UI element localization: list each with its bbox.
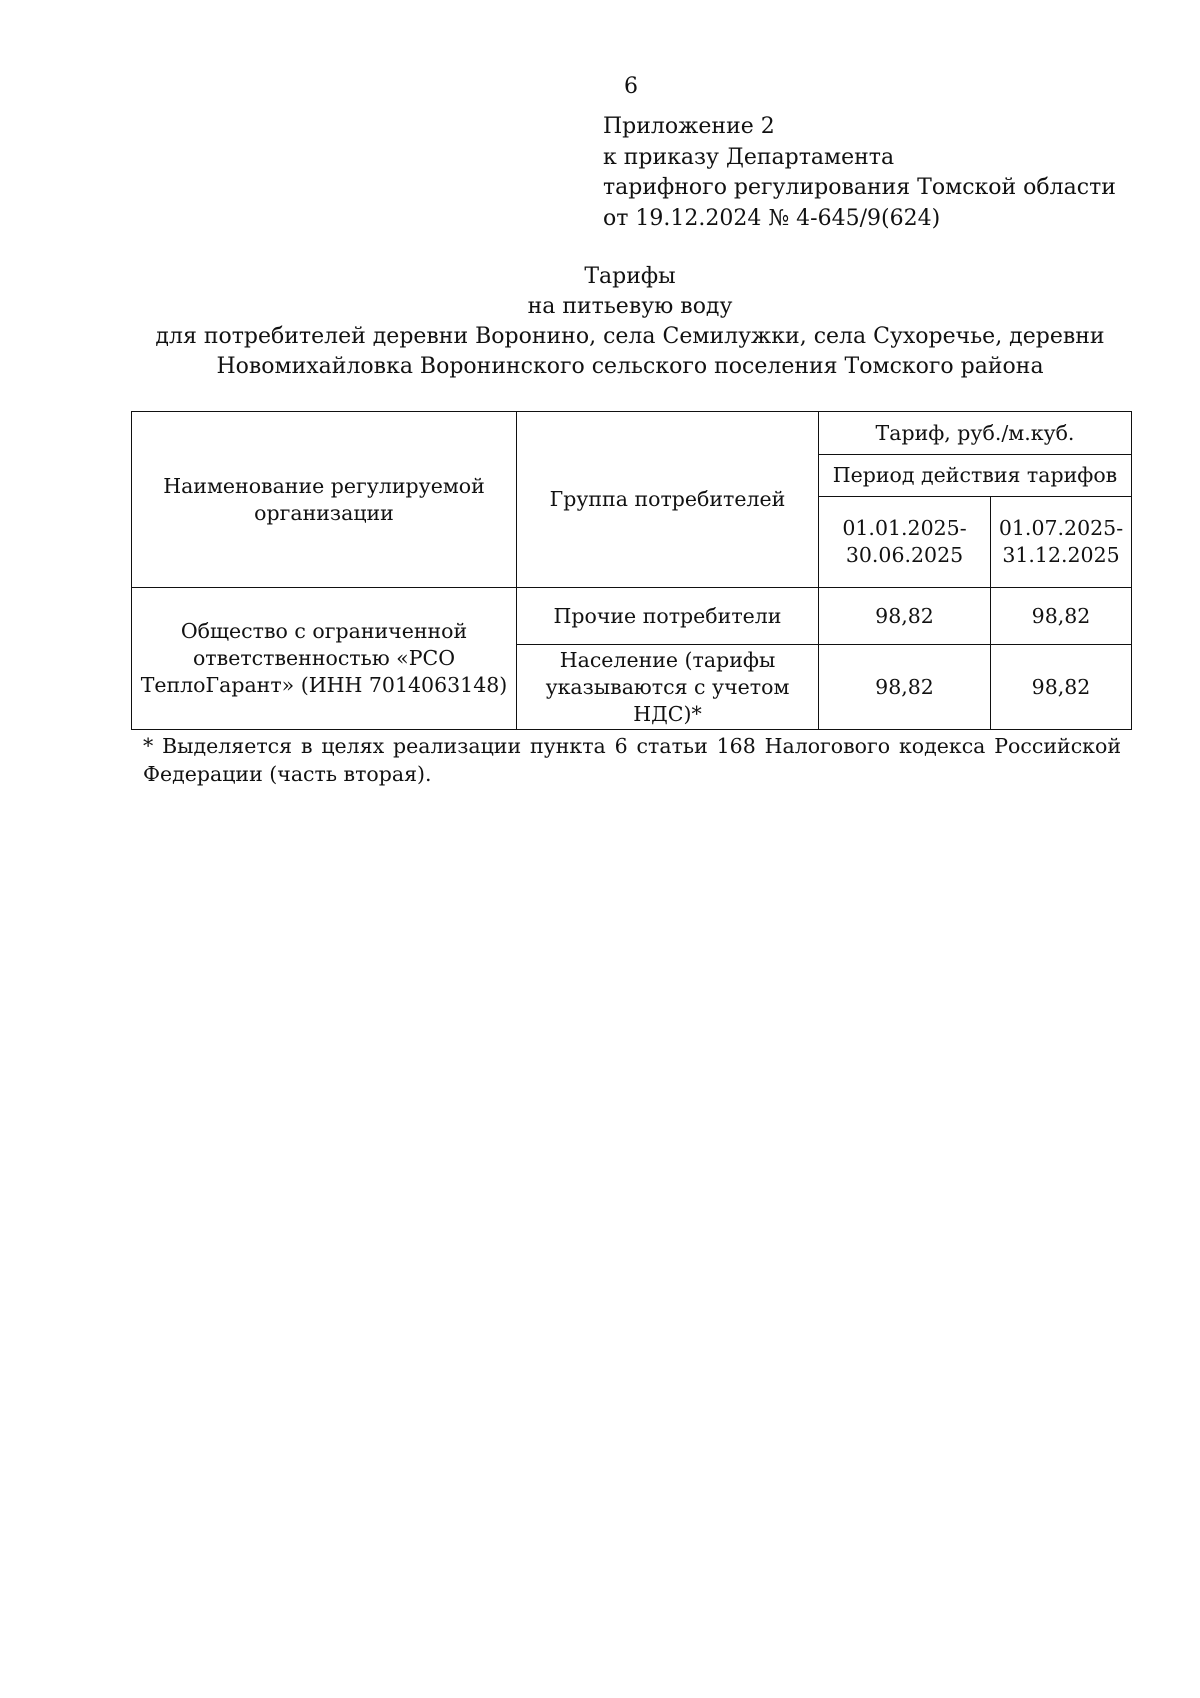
tariff-value-cell: 98,82	[819, 645, 991, 730]
appendix-line-1: Приложение 2	[603, 114, 775, 139]
page-number: 6	[624, 74, 638, 99]
title-line-1: Тарифы	[584, 264, 676, 289]
table-row	[132, 588, 1132, 645]
document-title	[120, 262, 1140, 382]
appendix-line-4: от 19.12.2024 № 4-645/9(624)	[603, 205, 941, 231]
title-line-4: Новомихайловка Воронинского сельского поселения Томского района	[216, 354, 1044, 379]
appendix-header	[603, 112, 1116, 234]
header-period: Период действия тарифов	[819, 455, 1132, 497]
header-period-1: 01.01.2025-30.06.2025	[819, 497, 991, 588]
tariff-table	[131, 411, 1132, 730]
consumer-group-cell: Прочие потребители	[517, 588, 819, 645]
title-line-3: для потребителей деревни Воронино, села Семилужки, села Сухоречье, деревни	[155, 324, 1105, 349]
appendix-line-2: к приказу Департамента	[603, 144, 895, 170]
appendix-line-3: тарифного регулирования Томской области	[603, 175, 1116, 200]
header-org-name: Наименование регулируемой организации	[132, 412, 517, 588]
title-line-2: на питьевую воду	[527, 294, 733, 319]
tariff-value-cell: 98,82	[991, 588, 1132, 645]
header-period-2: 01.07.2025-31.12.2025	[991, 497, 1132, 588]
header-consumer-group: Группа потребителей	[517, 412, 819, 588]
organization-cell: Общество с ограниченной ответственностью «РСО ТеплоГарант» (ИНН 7014063148)	[132, 588, 517, 730]
consumer-group-cell: Население (тарифы указываются с учетом НДС)*	[517, 645, 819, 730]
table-header-row	[132, 412, 1132, 455]
tariff-value-cell: 98,82	[991, 645, 1132, 730]
footnote: * Выделяется в целях реализации пункта 6 статьи 168 Налогового кодекса Российской Федерации (часть вторая).	[143, 734, 1121, 786]
header-tariff-unit: Тариф, руб./м.куб.	[819, 412, 1132, 455]
tariff-value-cell: 98,82	[819, 588, 991, 645]
